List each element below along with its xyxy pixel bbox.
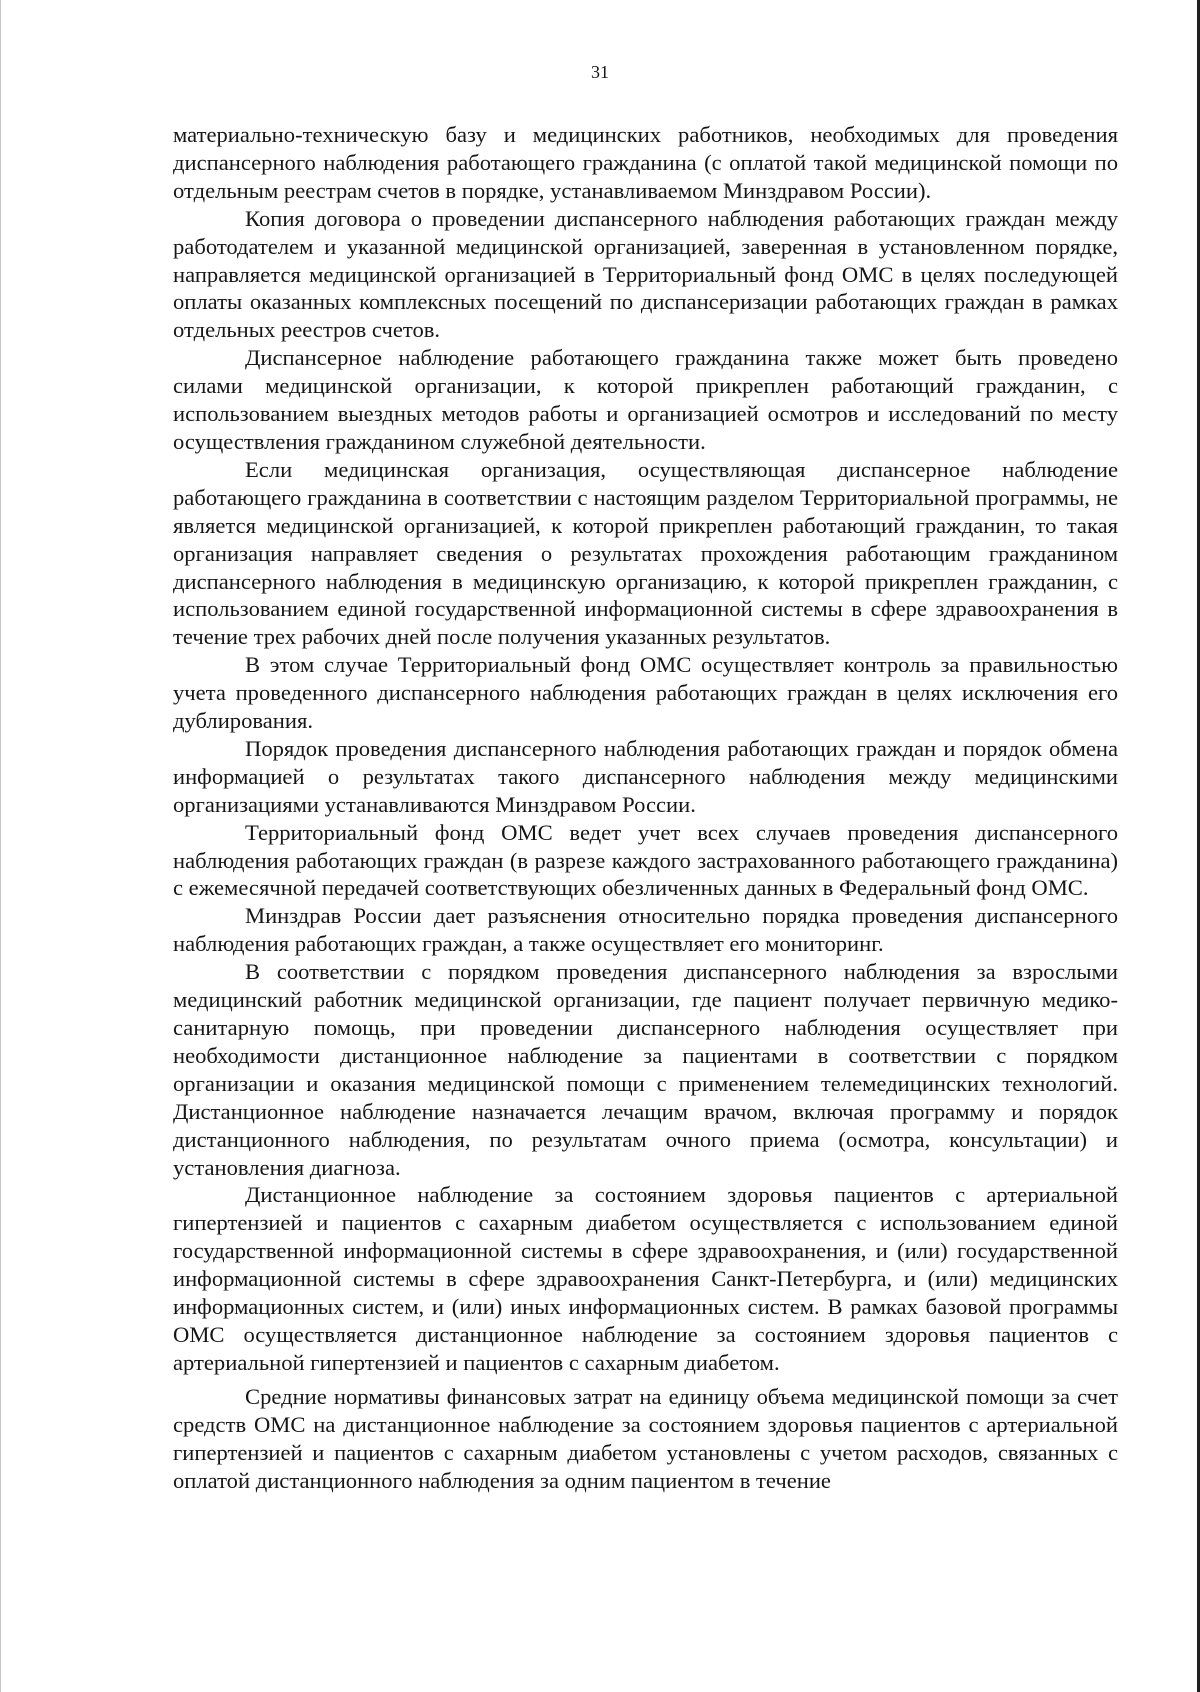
paragraph: Дистанционное наблюдение за состоянием здоровья пациентов с артериальной гипертензией и пациентов с сахарным диабетом осуществляется с использованием единой государственной информационной системы в сфере здравоохранения, и (или) государственной информационной системы в сфере здравоохранения Санкт-Петербурга, и (или) медицинских информационных систем, и (или) иных информационных систем. В рамках базовой программы ОМС осуществляется дистанционное наблюдение за состоянием здоровья пациентов с артериальной гипертензией и пациентов с сахарным диабетом. <box>173 1182 1118 1375</box>
paragraph: Средние нормативы финансовых затрат на единицу объема медицинской помощи за счет средств ОМС на дистанционное наблюдение за состоянием здоровья пациентов с артериальной гипертензией и пациентов с сахарным диабетом установлены с учетом расходов, связанных с оплатой дистанционного наблюдения за одним пациентом в течение <box>173 1383 1118 1493</box>
paragraph-continuation: материально-техническую базу и медицинских работников, необходимых для проведения диспансерного наблюдения работающего гражданина (с оплатой такой медицинской помощи по отдельным реестрам счетов в порядке, устанавливаемом Минздравом России). <box>173 122 1118 203</box>
paragraph: Если медицинская организация, осуществляющая диспансерное наблюдение работающего гражданина в соответствии с настоящим разделом Территориальной программы, не является медицинской организацией, к которой прикреплен работающий гражданин, то такая организация направляет сведения о результатах прохождения работающим гражданином диспансерного наблюдения в медицинскую организацию, к которой прикреплен гражданин, с использованием единой государственной информационной системы в сфере здравоохранения в течение трех рабочих дней после получения указанных результатов. <box>173 456 1118 650</box>
paragraph: В соответствии с порядком проведения диспансерного наблюдения за взрослыми медицинский работник медицинской организации, где пациент получает первичную медико-санитарную помощь, при проведении диспансерного наблюдения осуществляет при необходимости дистанционное наблюдение за пациентами в соответствии с порядком организации и оказания медицинской помощи с применением телемедицинских технологий. Дистанционное наблюдение назначается лечащим врачом, включая программу и порядок дистанционного наблюдения, по результатам очного приема (осмотра, консультации) и установления диагноза. <box>173 959 1118 1180</box>
paragraph: Минздрав России дает разъяснения относительно порядка проведения диспансерного наблюдения работающих граждан, а также осуществляет его мониторинг. <box>173 903 1118 957</box>
scan-edge-left <box>0 0 1 1692</box>
document-body <box>173 121 1118 1494</box>
page-number: 31 <box>591 62 609 82</box>
paragraph: Территориальный фонд ОМС ведет учет всех случаев проведения диспансерного наблюдения работающих граждан (в разрезе каждого застрахованного работающего гражданина) с ежемесячной передачей соответствующих обезличенных данных в Федеральный фонд ОМС. <box>173 819 1118 901</box>
paragraph: В этом случае Территориальный фонд ОМС осуществляет контроль за правильностью учета проведенного диспансерного наблюдения работающих граждан в целях исключения его дублирования. <box>173 652 1118 734</box>
paragraph: Диспансерное наблюдение работающего гражданина также может быть проведено силами медицинской организации, к которой прикреплен работающий гражданин, с использованием выездных методов работы и организацией осмотров и исследований по месту осуществления гражданином служебной деятельности. <box>173 345 1118 454</box>
paragraph: Копия договора о проведении диспансерного наблюдения работающих граждан между работодателем и указанной медицинской организацией, заверенная в установленном порядке, направляется медицинской организацией в Территориальный фонд ОМС в целях последующей оплаты оказанных комплексных посещений по диспансеризации работающих граждан в рамках отдельных реестров счетов. <box>173 205 1118 343</box>
paragraph: Порядок проведения диспансерного наблюдения работающих граждан и порядок обмена информацией о результатах такого диспансерного наблюдения между медицинскими организациями устанавливаются Минздравом России. <box>173 735 1118 817</box>
